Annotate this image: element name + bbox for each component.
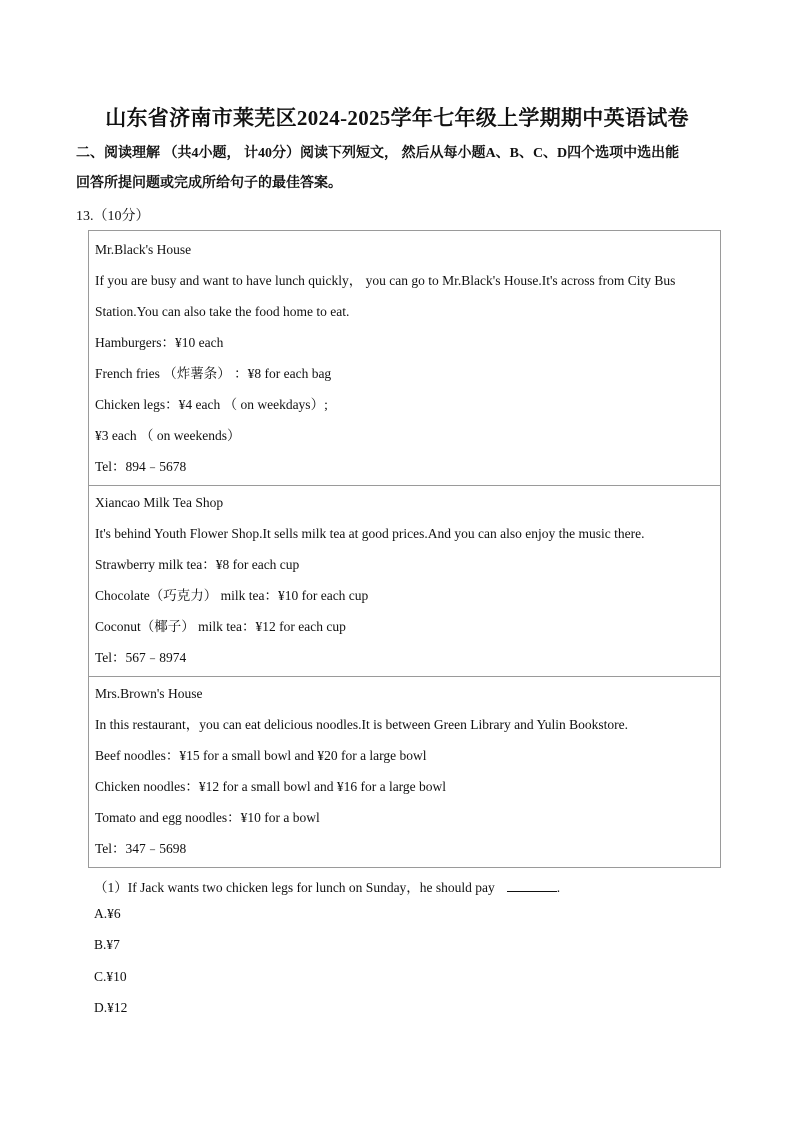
sub-question-text: （1）If Jack wants two chicken legs for lunch on Sunday，he should pay [94, 880, 495, 895]
passage-line: Beef noodles：¥15 for a small bowl and ¥20 for a large bowl [95, 748, 427, 763]
passage-line: Station.You can also take the food home to eat. [95, 304, 350, 319]
option-a[interactable]: A.¥6 [94, 906, 121, 921]
passage-line: Strawberry milk tea：¥8 for each cup [95, 557, 300, 572]
passage-line: French fries （炸薯条） ：¥8 for each bag [95, 366, 332, 381]
passage-line: Tomato and egg noodles：¥10 for a bowl [95, 810, 320, 825]
passage-phone: Tel：894﹣5678 [95, 459, 187, 474]
passage-line: Chicken noodles：¥12 for a small bowl and ¥16 for a large bowl [95, 779, 447, 794]
passage-heading: Mrs.Brown's House [95, 686, 203, 701]
passage-phone: Tel：567﹣8974 [95, 650, 187, 665]
sub-question-1 [94, 876, 560, 896]
passage-phone: Tel：347﹣5698 [95, 841, 187, 856]
passage-heading: Mr.Black's House [95, 242, 192, 257]
passage-line: It's behind Youth Flower Shop.It sells milk tea at good prices.And you can also enjoy the music there. [95, 526, 645, 541]
page-title: 山东省济南市莱芜区2024-2025学年七年级上学期期中英语试卷 [105, 106, 689, 130]
answer-blank [507, 879, 557, 892]
passage-line: Hamburgers：¥10 each [95, 335, 224, 350]
passage-heading: Xiancao Milk Tea Shop [95, 495, 224, 510]
sub-question-end: . [556, 880, 561, 895]
section-instruction-line-1: 二、阅读理解 （共4小题， 计40分）阅读下列短文， 然后从每小题A、B、C、D四个选项中选出能 [76, 146, 680, 161]
passage-line: ¥3 each （ on weekends） [95, 428, 241, 443]
passage-line: In this restaurant，you can eat delicious noodles.It is between Green Library and Yulin Bookstore. [95, 717, 628, 732]
passage-line: Chocolate（巧克力） milk tea：¥10 for each cup [95, 588, 369, 603]
passage-line: Chicken legs：¥4 each （ on weekdays）; [95, 397, 328, 412]
passage-line: Coconut（椰子） milk tea：¥12 for each cup [95, 619, 346, 634]
passage-mrs-brown-house [88, 676, 721, 868]
passage-xiancao-milk-tea-shop [88, 485, 721, 677]
option-c[interactable]: C.¥10 [94, 969, 127, 984]
section-instruction-line-2: 回答所提问题或完成所给句子的最佳答案。 [76, 176, 342, 191]
passage-line: If you are busy and want to have lunch quickly， you can go to Mr.Black's House.It's across from City Bus [95, 273, 676, 288]
option-b[interactable]: B.¥7 [94, 937, 120, 952]
passage-mr-black-house [88, 230, 721, 486]
option-d[interactable]: D.¥12 [94, 1000, 128, 1015]
question-number: 13.（10分） [76, 209, 150, 224]
